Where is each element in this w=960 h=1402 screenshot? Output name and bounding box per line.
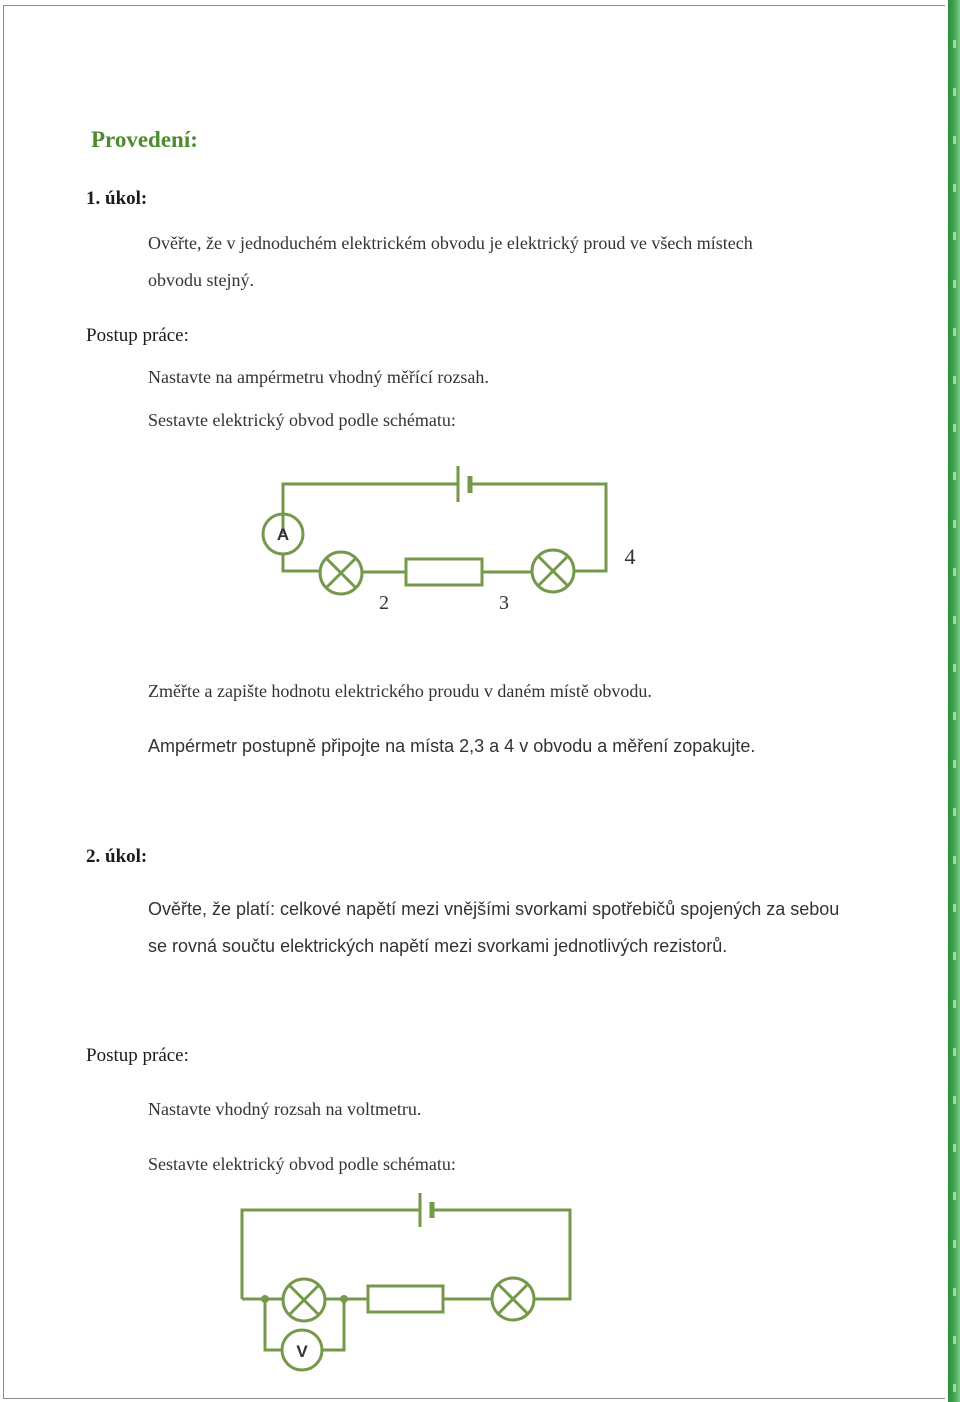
circuit-diagram-1 (263, 466, 606, 594)
voltmeter-label: V (296, 1342, 308, 1361)
point-label-4: 4 (624, 544, 636, 569)
resistor (406, 559, 482, 585)
wire-top-left (283, 484, 458, 534)
bulb-icon-1 (320, 552, 362, 594)
task1-step3: Změřte a zapište hodnotu elektrického proudu v daném místě obvodu. (148, 681, 652, 701)
wire-bottom-left (283, 554, 320, 571)
voltmeter-lead-left (265, 1299, 282, 1350)
task2-heading: 2. úkol: (86, 846, 148, 867)
junction-dot-right (340, 1295, 348, 1303)
task1-goal-line1: Ověřte, že v jednoduchém elektrickém obvodu je elektrický proud ve všech místech (148, 233, 753, 253)
task2-procedure-heading: Postup práce: (86, 1045, 189, 1066)
task2-step1: Nastavte vhodný rozsah na voltmetru. (148, 1099, 422, 1119)
task2-step2: Sestavte elektrický obvod podle schématu: (148, 1154, 456, 1174)
resistor-2 (368, 1286, 443, 1312)
bulb-icon-4 (492, 1278, 534, 1320)
junction-dot-left (261, 1295, 269, 1303)
task2-goal-line1: Ověřte, že platí: celkové napětí mezi vnějšími svorkami spotřebičů spojených za sebou (148, 899, 840, 919)
task1-step1: Nastavte na ampérmetru vhodný měřící rozsah. (148, 367, 489, 387)
ammeter-label: A (276, 525, 290, 544)
section-title: Provedení: (91, 127, 198, 152)
point-label-2: 2 (379, 592, 389, 614)
task2-goal-line2: se rovná součtu elektrických napětí mezi svorkami jednotlivých rezistorů. (148, 936, 728, 956)
point-label-3: 3 (499, 592, 509, 614)
circuit-diagram-2 (242, 1193, 570, 1370)
task1-goal-line2: obvodu stejný. (148, 270, 254, 290)
task1-procedure-heading: Postup práce: (86, 325, 189, 346)
bulb-icon-2 (532, 550, 574, 592)
task1-step4: Ampérmetr postupně připojte na místa 2,3 a 4 v obvodu a měření zopakujte. (148, 736, 756, 756)
task1-heading: 1. úkol: (86, 188, 148, 209)
bulb-icon-3 (283, 1279, 325, 1321)
task1-step2: Sestavte elektrický obvod podle schématu: (148, 410, 456, 430)
